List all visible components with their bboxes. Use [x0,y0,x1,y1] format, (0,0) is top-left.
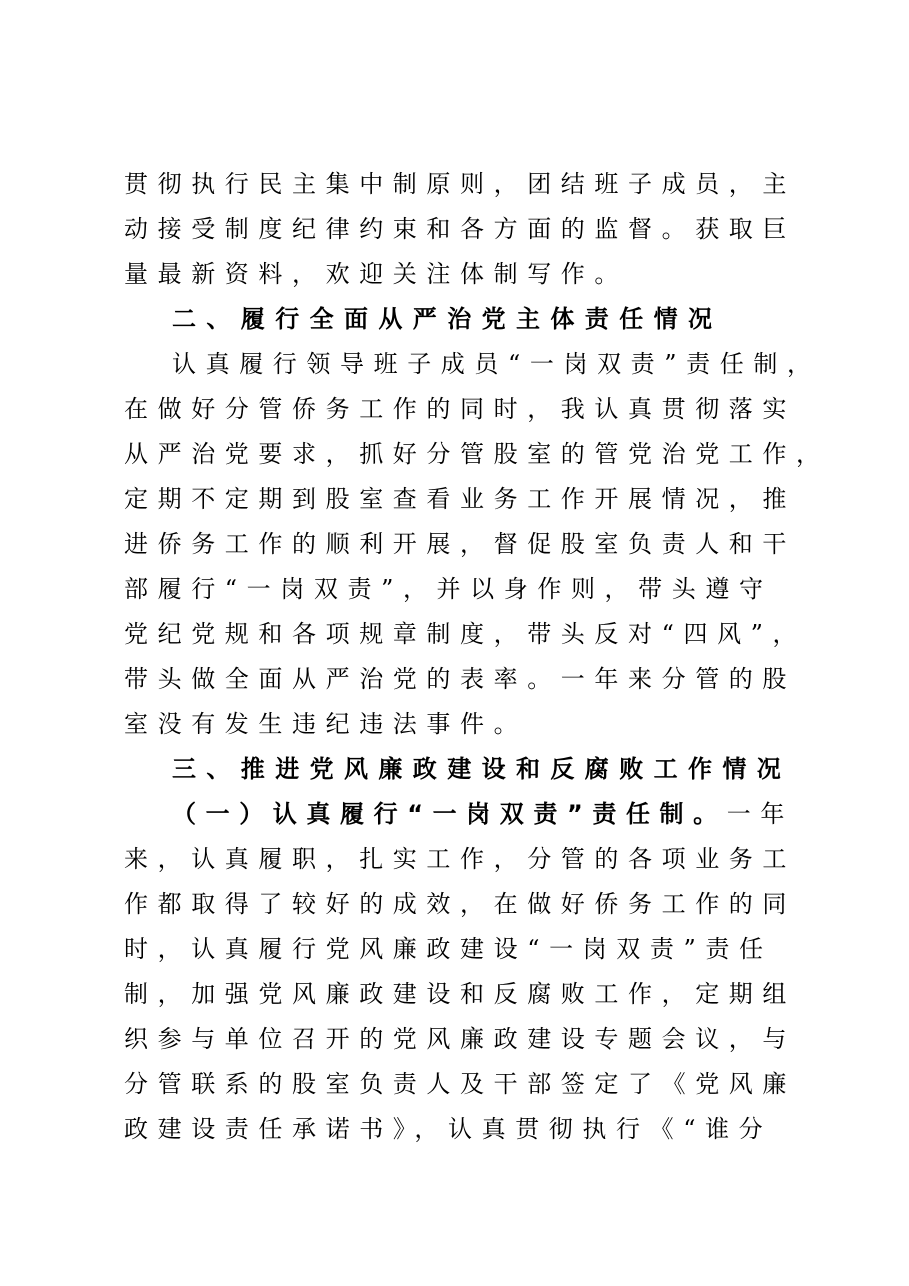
paragraph-3-lead-rest: 一年 [726,800,794,828]
paragraph-3-line-8: 政建设责任承诺书》，认真贯彻执行《“谁分 [124,1115,773,1143]
paragraph-3-line-1 [172,794,794,834]
paragraph-2-line-8: 带头做全面从严治党的表率。一年来分管的股 [124,665,796,693]
paragraph-3-line-3: 作都取得了较好的成效，在做好侨务工作的同 [124,890,796,918]
paragraph-2-line-4: 定期不定期到股室查看业务工作开展情况，推 [124,485,796,513]
paragraph-3-line-7: 分管联系的股室负责人及干部签定了《党风廉 [124,1070,796,1098]
subsection-1-title: （一）认真履行“一岗双责”责任制。 [172,800,727,828]
paragraph-3-line-2: 来，认真履职，扎实工作，分管的各项业务工 [124,845,796,873]
paragraph-1-line-2: 动接受制度纪律约束和各方面的监督。获取巨 [124,215,796,243]
paragraph-2-line-2: 在做好分管侨务工作的同时，我认真贯彻落实 [124,395,796,423]
paragraph-1-line-1: 贯彻执行民主集中制原则，团结班子成员，主 [124,170,796,198]
paragraph-3-line-6: 织参与单位召开的党风廉政建设专题会议，与 [124,1025,796,1053]
paragraph-2-line-1: 认真履行领导班子成员“一岗双责”责任制， [172,350,821,378]
paragraph-2-line-3: 从严治党要求，抓好分管股室的管党治党工作， [124,440,830,468]
paragraph-3-line-4: 时，认真履行党风廉政建设“一岗双责”责任 [124,935,773,963]
paragraph-1-line-3: 量最新资料，欢迎关注体制写作。 [124,260,628,288]
section-3-heading: 三、推进党风廉政建设和反腐败工作情况 [172,755,792,783]
paragraph-3-line-5: 制，加强党风廉政建设和反腐败工作，定期组 [124,980,796,1008]
paragraph-2-line-9: 室没有发生违纪违法事件。 [124,710,528,738]
paragraph-2-line-5: 进侨务工作的顺利开展，督促股室负责人和干 [124,530,796,558]
paragraph-2-line-7: 党纪党规和各项规章制度，带头反对“四风”， [124,620,807,648]
paragraph-2-line-6: 部履行“一岗双责”，并以身作则，带头遵守 [124,575,773,603]
section-2-heading: 二、履行全面从严治党主体责任情况 [172,305,723,333]
